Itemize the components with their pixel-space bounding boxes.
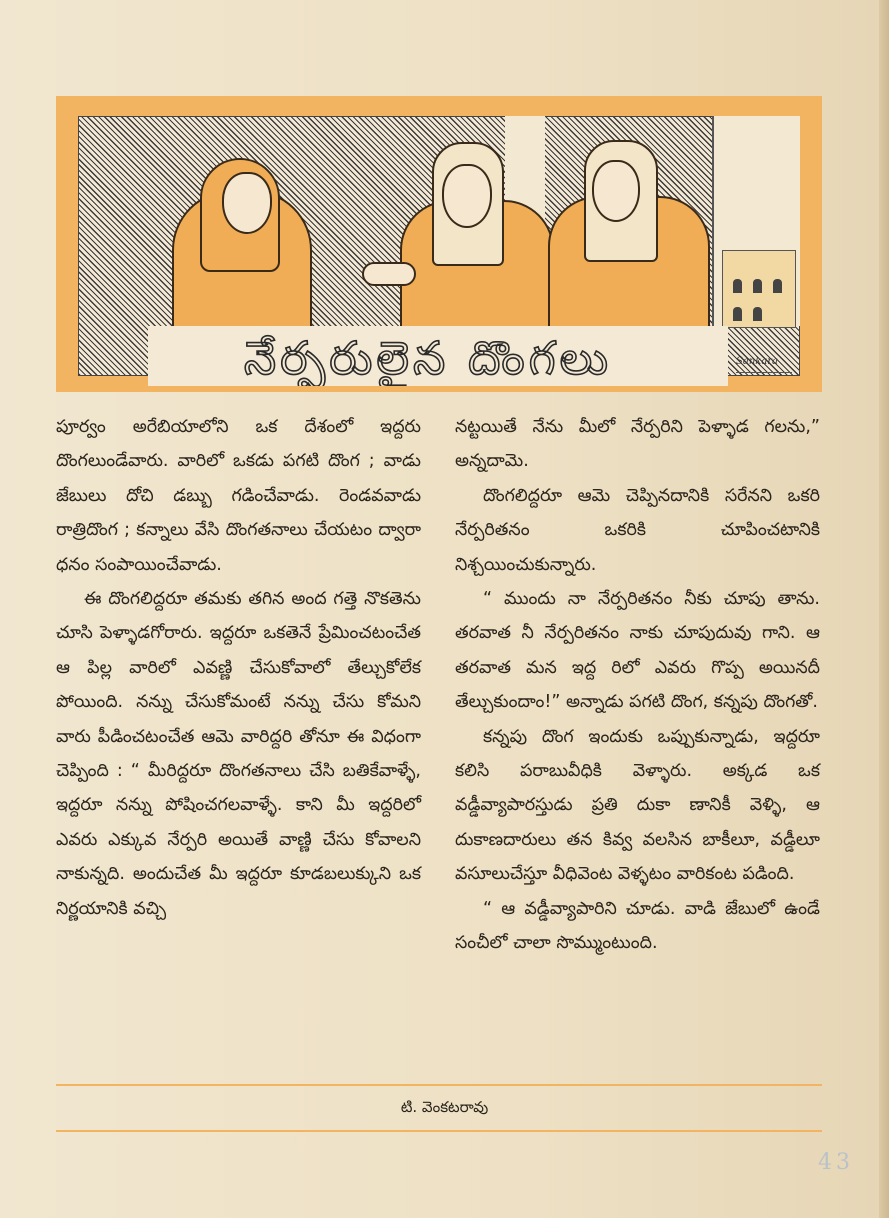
paragraph: పూర్వం అరేబియాలోని ఒక దేశంలో ఇద్దరు దొంగలుండేవారు. వారిలో ఒకడు పగటి దొంగ ; వాడు జేబులు దోచి డబ్బు గడించేవాడు. రెండవవాడు రాత్రిదొంగ ; కన్నాలు వేసి దొంగతనాలు చేయటం ద్వారా ధనం సంపాయించేవాడు.	[56, 417, 421, 575]
paragraph: “ ఆ వడ్డీవ్యాపారిని చూడు. వాడి జేబులో ఉండే సంచీలో చాలా సొమ్ముంటుంది.	[455, 898, 820, 954]
paragraph: దొంగలిద్దరూ ఆమె చెప్పినదానికి సరేనని ఒకరి నేర్పరితనం ఒకరికి చూపించటానికి నిశ్చయించుకున్నారు.	[455, 485, 820, 575]
paragraph: ఈ దొంగలిద్దరూ తమకు తగిన అంద గత్తె నొకతెను చూసి పెళ్ళాడగోరారు. ఇద్దరూ ఒకతెనే ప్రేమించటంచేత ఆ పిల్ల వారిలో ఎవణ్ణి చేసుకోవాలో తేల్చుకోలేక పోయింది. నన్ను చేసుకోమంటే నన్ను చేసు కోమని వారు పీడించటంచేత ఆమె వారిద్దరి తోనూ ఈ విధంగా చెప్పింది : “ మీరిద్దరూ దొంగతనాలు చేసి బతికేవాళ్ళే, ఇద్దరూ నన్ను పోషించగలవాళ్ళే. కాని మీ ఇద్దరిలో ఎవరు ఎక్కువ నేర్పరి అయితే వాణ్ణి చేసు కోవాలని నాకున్నది. అందుచేత మీ ఇద్దరూ కూడబలుక్కుని ఒక నిర్ణయానికి వచ్చి	[56, 589, 421, 919]
window-icon	[733, 279, 742, 293]
divider-rule	[56, 1084, 822, 1086]
window-icon	[753, 279, 762, 293]
story-title: నేర్పరులైన దొంగలు	[243, 331, 613, 385]
page-number: 43	[818, 1150, 854, 1175]
text-column-left	[56, 410, 421, 926]
window-icon	[753, 307, 762, 321]
window-icon	[773, 279, 782, 293]
illustrator-signature: Sankara	[736, 356, 792, 373]
window-icon	[733, 307, 742, 321]
text-column-right	[455, 410, 820, 961]
author-byline: టి. వెంకటరావు	[400, 1098, 489, 1116]
paragraph: కన్నపు దొంగ ఇందుకు ఒప్పుకున్నాడు, ఇద్దరూ కలిసి పరాబువీధికి వెళ్ళారు. అక్కడ ఒక వడ్డీవ్యాపారస్తుడు ప్రతి దుకా ణానికీ వెళ్ళి, ఆ దుకాణదారులు తన కివ్వ వలసిన బాకీలూ, వడ్డీలూ వసూలుచేస్తూ వీధివెంట వెళ్ళటం వారికంట పడింది.	[455, 726, 820, 885]
paragraph: “ ముందు నా నేర్పరితనం నీకు చూపు తాను. తరవాత నీ నేర్పరితనం నాకు చూపుదువు గాని. ఆ తరవాత మన ఇద్ద రిలో ఎవరు గొప్ప అయినదీ తేల్చుకుందాం!” అన్నాడు పగటి దొంగ, కన్నపు దొంగతో.	[455, 589, 820, 713]
building-illustration	[722, 250, 796, 328]
divider-rule	[56, 1130, 822, 1132]
page-spine-edge	[879, 0, 889, 1218]
paragraph: నట్టయితే నేను మీలో నేర్పరిని పెళ్ళాడ గలను,” అన్నదామె.	[455, 417, 820, 472]
